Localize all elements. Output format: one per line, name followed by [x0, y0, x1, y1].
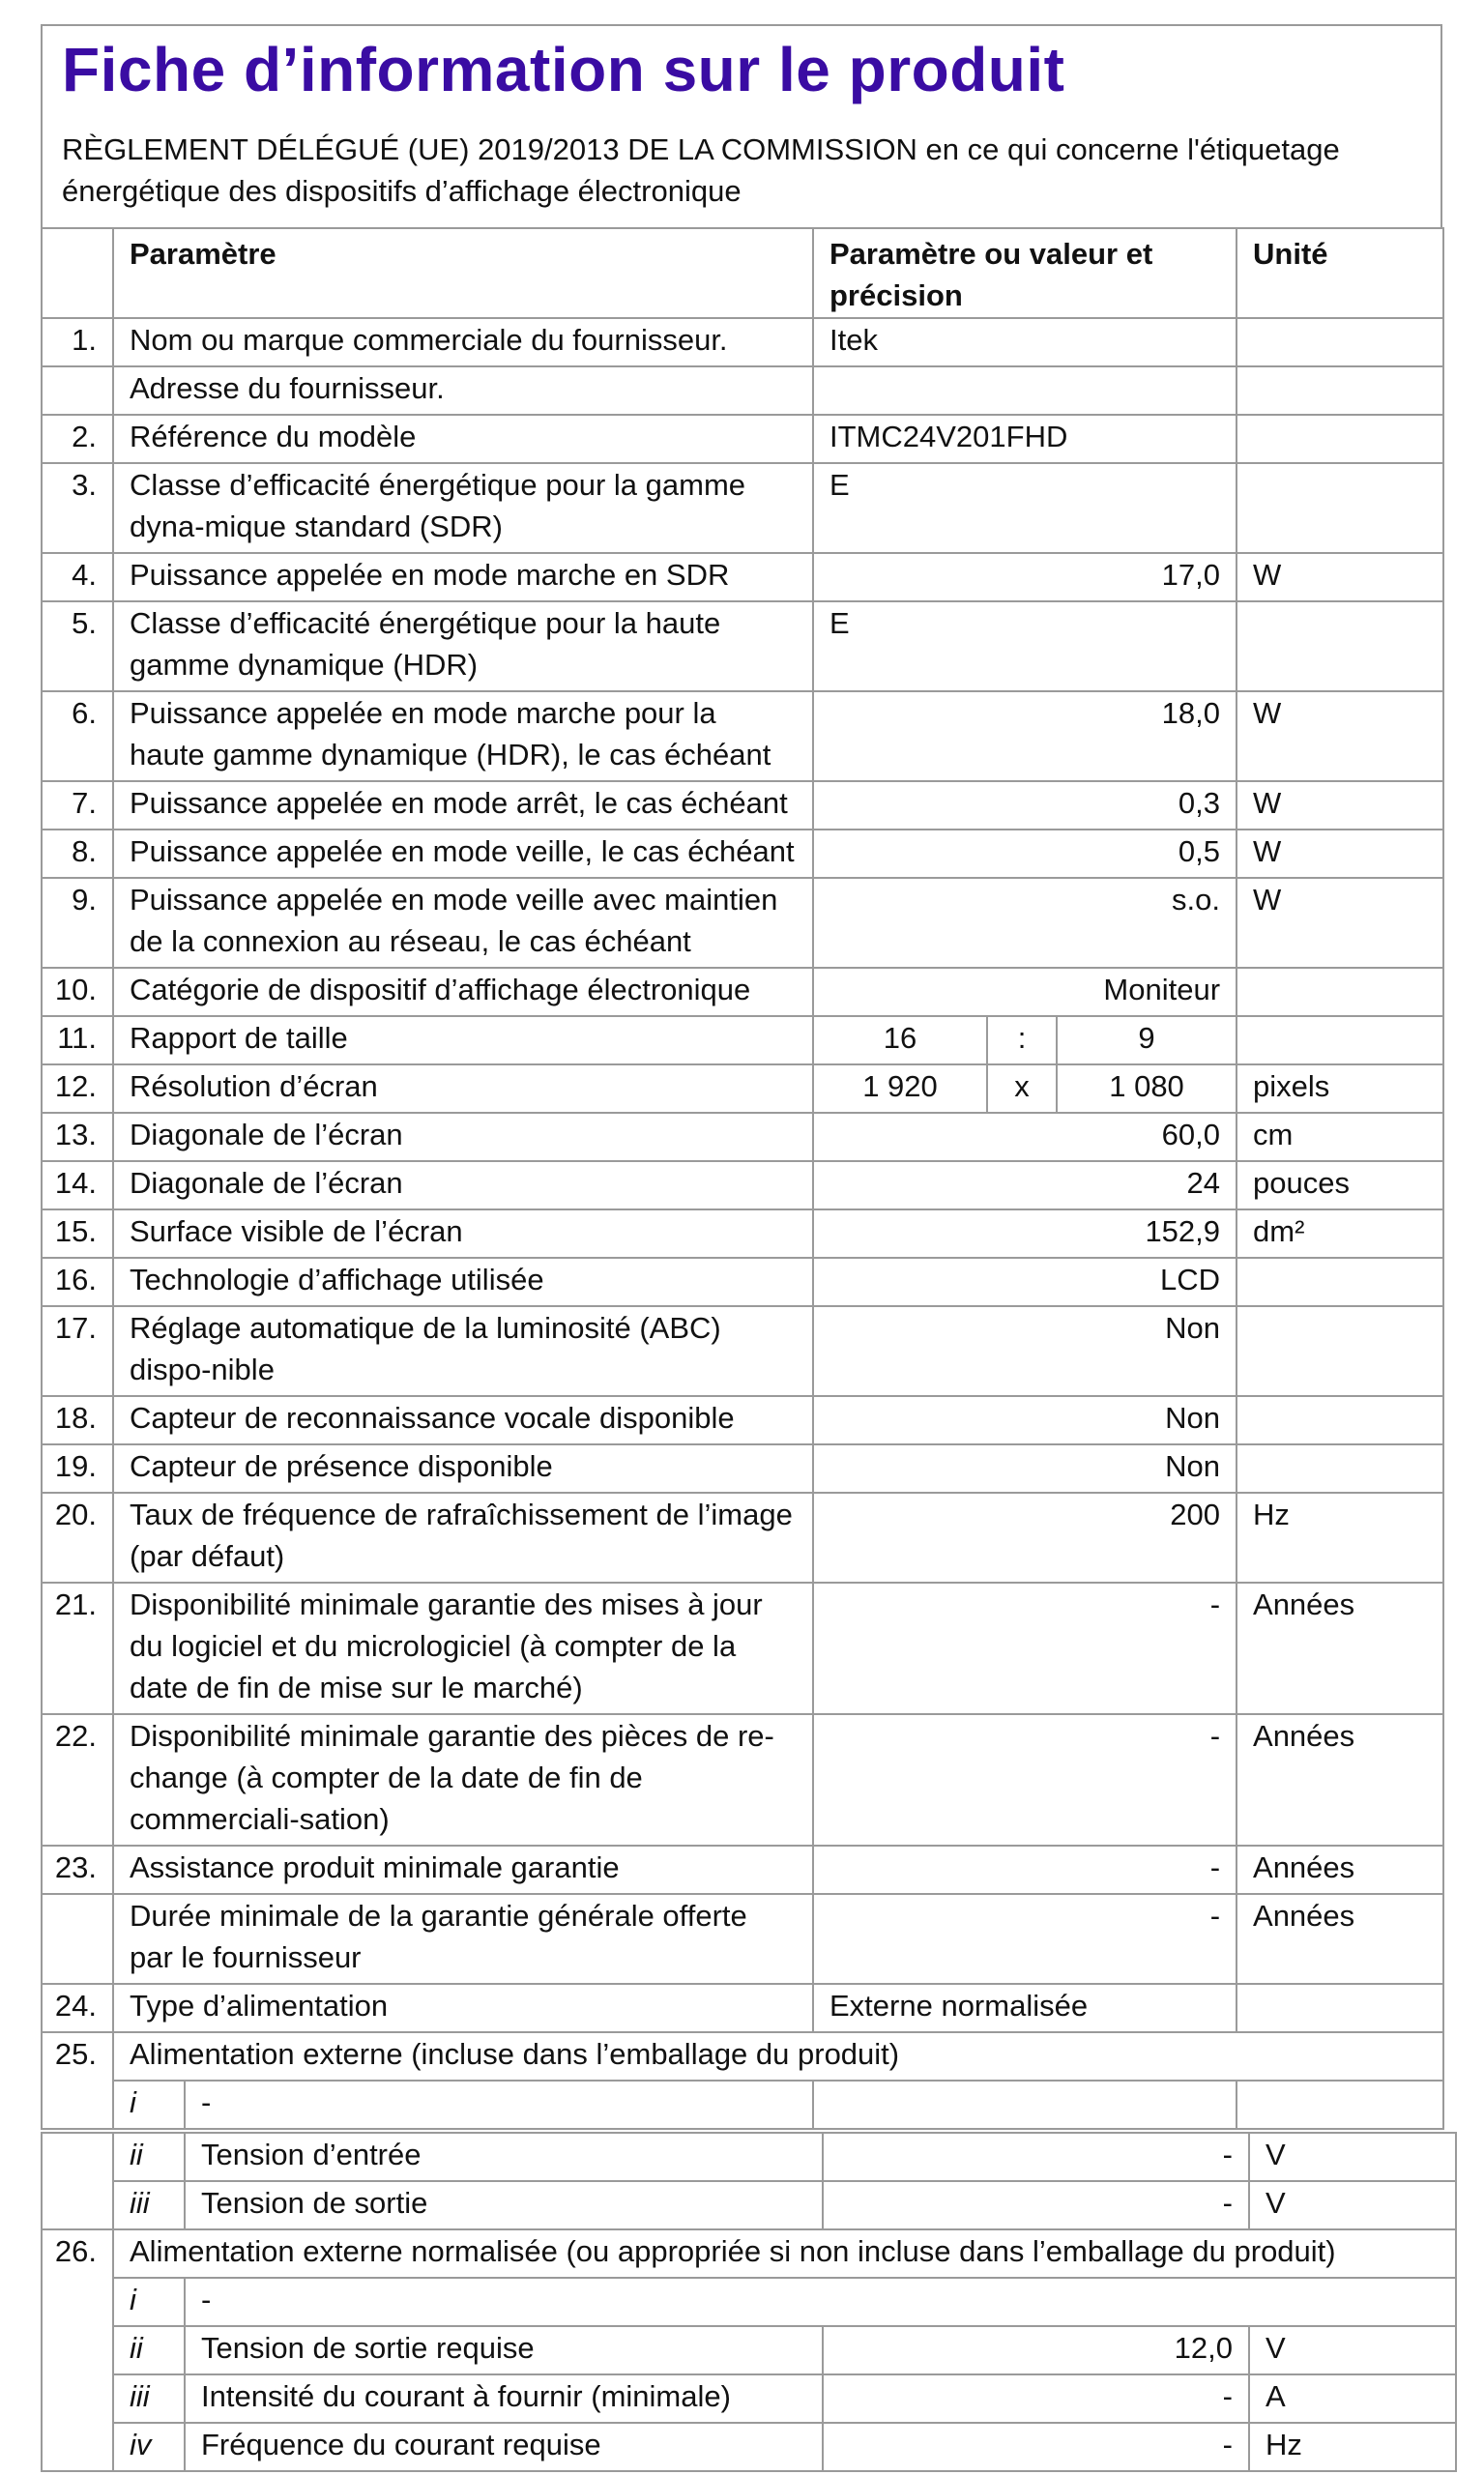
- row-label: Durée minimale de la garantie générale offerte par le fournisseur: [113, 1894, 813, 1984]
- table-row: [42, 1161, 1443, 1209]
- row-number-blank: [42, 2181, 113, 2229]
- sub-unit: Hz: [1249, 2423, 1456, 2471]
- row-unit: [1237, 415, 1443, 463]
- table-row: [42, 463, 1443, 553]
- row-unit: [1237, 463, 1443, 553]
- table-row: [42, 1714, 1443, 1846]
- row-label: Puissance appelée en mode arrêt, le cas échéant: [113, 781, 813, 830]
- row-value: -: [813, 1846, 1237, 1894]
- row-unit: pouces: [1237, 1161, 1443, 1209]
- row-number: 26.: [42, 2229, 113, 2278]
- row-number-blank: [42, 2423, 113, 2471]
- row-number-blank: [42, 2278, 113, 2326]
- resolution-width: 1 920: [813, 1064, 987, 1113]
- sub-roman: iv: [113, 2423, 185, 2471]
- row-label: Réglage automatique de la luminosité (ABC) dispo-nible: [113, 1306, 813, 1396]
- table-row: [42, 1984, 1443, 2032]
- row-number: 15.: [42, 1209, 113, 1258]
- row-value: 0,5: [813, 830, 1237, 878]
- table-row: [42, 1064, 1443, 1113]
- table-row: [42, 1258, 1443, 1306]
- row-number: 1.: [42, 318, 113, 366]
- row-label: Nom ou marque commerciale du fournisseur.: [113, 318, 813, 366]
- row-label: Puissance appelée en mode veille avec maintien de la connexion au réseau, le cas échéant: [113, 878, 813, 968]
- row-unit: Années: [1237, 1846, 1443, 1894]
- row-label: Technologie d’affichage utilisée: [113, 1258, 813, 1306]
- row-unit: [1237, 318, 1443, 366]
- row-label: Classe d’efficacité énergétique pour la haute gamme dynamique (HDR): [113, 601, 813, 691]
- row-unit: [1237, 968, 1443, 1016]
- table-row: [42, 878, 1443, 968]
- row-number: [42, 366, 113, 415]
- row-number: 21.: [42, 1583, 113, 1714]
- aspect-ratio-separator: :: [987, 1016, 1057, 1064]
- section-25-label: Alimentation externe (incluse dans l’emballage du produit): [113, 2032, 1443, 2081]
- row-value: Non: [813, 1444, 1237, 1493]
- row-number: 10.: [42, 968, 113, 1016]
- row-label: Type d’alimentation: [113, 1984, 813, 2032]
- row-number: 18.: [42, 1396, 113, 1444]
- row-unit: Années: [1237, 1894, 1443, 1984]
- row-unit: W: [1237, 553, 1443, 601]
- row-value: 17,0: [813, 553, 1237, 601]
- row-value: -: [813, 1583, 1237, 1714]
- sub-unit: V: [1249, 2326, 1456, 2374]
- row-label: Puissance appelée en mode marche pour la haute gamme dynamique (HDR), le cas échéant: [113, 691, 813, 781]
- row-value: Moniteur: [813, 968, 1237, 1016]
- row-unit: [1237, 1258, 1443, 1306]
- row-number: 3.: [42, 463, 113, 553]
- row-label: Taux de fréquence de rafraîchissement de l’image (par défaut): [113, 1493, 813, 1583]
- section-25-sub-row: [42, 2181, 1456, 2229]
- table-row: [42, 366, 1443, 415]
- header-unit: Unité: [1237, 228, 1443, 318]
- row-unit: [1237, 1306, 1443, 1396]
- row-unit: [1237, 601, 1443, 691]
- resolution-height: 1 080: [1057, 1064, 1237, 1113]
- table-row: [42, 1583, 1443, 1714]
- sub-label: Intensité du courant à fournir (minimale): [185, 2374, 823, 2423]
- row-number: 2.: [42, 415, 113, 463]
- row-unit: Années: [1237, 1583, 1443, 1714]
- row-number: 9.: [42, 878, 113, 968]
- sub-roman: iii: [113, 2374, 185, 2423]
- row-unit: W: [1237, 781, 1443, 830]
- table-row: [42, 1396, 1443, 1444]
- row-label: Capteur de reconnaissance vocale disponible: [113, 1396, 813, 1444]
- row-value: -: [813, 1894, 1237, 1984]
- sub-roman: i: [113, 2278, 185, 2326]
- row-value: Non: [813, 1396, 1237, 1444]
- table-row: [42, 415, 1443, 463]
- row-value: ITMC24V201FHD: [813, 415, 1237, 463]
- row-unit: cm: [1237, 1113, 1443, 1161]
- sub-value: 12,0: [823, 2326, 1249, 2374]
- section-25-sub-row: [42, 2081, 1443, 2129]
- row-unit: [1237, 1016, 1443, 1064]
- row-number: 25.: [42, 2032, 113, 2081]
- section-25-row: [42, 2032, 1443, 2081]
- sub-unit: V: [1249, 2133, 1456, 2181]
- row-unit: Hz: [1237, 1493, 1443, 1583]
- row-label: Catégorie de dispositif d’affichage électronique: [113, 968, 813, 1016]
- row-number: [42, 1894, 113, 1984]
- row-value: 60,0: [813, 1113, 1237, 1161]
- row-label: Adresse du fournisseur.: [113, 366, 813, 415]
- row-unit: [1237, 1984, 1443, 2032]
- section-26-sub-row: [42, 2278, 1456, 2326]
- row-label: Référence du modèle: [113, 415, 813, 463]
- sub-unit: V: [1249, 2181, 1456, 2229]
- row-number: 23.: [42, 1846, 113, 1894]
- row-value: s.o.: [813, 878, 1237, 968]
- row-unit: dm²: [1237, 1209, 1443, 1258]
- row-unit: pixels: [1237, 1064, 1443, 1113]
- row-number: 7.: [42, 781, 113, 830]
- row-number: 22.: [42, 1714, 113, 1846]
- row-label: Puissance appelée en mode marche en SDR: [113, 553, 813, 601]
- resolution-separator: x: [987, 1064, 1057, 1113]
- row-number: 5.: [42, 601, 113, 691]
- section-26-sub-row: [42, 2374, 1456, 2423]
- row-value: Externe normalisée: [813, 1984, 1237, 2032]
- sub-label: Tension d’entrée: [185, 2133, 823, 2181]
- row-value: [813, 366, 1237, 415]
- row-label: Classe d’efficacité énergétique pour la gamme dyna-mique standard (SDR): [113, 463, 813, 553]
- row-label: Diagonale de l’écran: [113, 1161, 813, 1209]
- sub-roman: iii: [113, 2181, 185, 2229]
- row-unit: [1237, 366, 1443, 415]
- row-label: Capteur de présence disponible: [113, 1444, 813, 1493]
- row-number: 6.: [42, 691, 113, 781]
- row-label: Puissance appelée en mode veille, le cas échéant: [113, 830, 813, 878]
- row-value: Itek: [813, 318, 1237, 366]
- main-table: [41, 227, 1444, 2130]
- header-param: Paramètre: [113, 228, 813, 318]
- table-row: [42, 1846, 1443, 1894]
- row-number: 12.: [42, 1064, 113, 1113]
- section-26-sub-row: [42, 2423, 1456, 2471]
- table-row: [42, 968, 1443, 1016]
- sub-label: Fréquence du courant requise: [185, 2423, 823, 2471]
- table-row: [42, 781, 1443, 830]
- table-row: [42, 691, 1443, 781]
- row-number: 24.: [42, 1984, 113, 2032]
- row-number: 20.: [42, 1493, 113, 1583]
- table-row: [42, 1016, 1443, 1064]
- row-value: 24: [813, 1161, 1237, 1209]
- table-row: [42, 1113, 1443, 1161]
- page-title: Fiche d’information sur le produit: [62, 35, 1065, 104]
- section-25-sub-row: [42, 2133, 1456, 2181]
- row-number: 16.: [42, 1258, 113, 1306]
- row-label: Résolution d’écran: [113, 1064, 813, 1113]
- sub-roman: i: [113, 2081, 185, 2129]
- row-unit: [1237, 1444, 1443, 1493]
- section-26-sub-row: [42, 2326, 1456, 2374]
- sub-value: -: [823, 2423, 1249, 2471]
- sub-label: Tension de sortie requise: [185, 2326, 823, 2374]
- header-box: [41, 24, 1442, 227]
- row-label: Disponibilité minimale garantie des mises à jour du logiciel et du micrologiciel (à compter de la date de fin de mise sur le marché): [113, 1583, 813, 1714]
- header-num-cell: [42, 228, 113, 318]
- sub-unit: [1237, 2081, 1443, 2129]
- row-number-blank: [42, 2374, 113, 2423]
- aspect-ratio-height: 9: [1057, 1016, 1237, 1064]
- sub-roman: ii: [113, 2133, 185, 2181]
- row-number: 17.: [42, 1306, 113, 1396]
- section-26-label: Alimentation externe normalisée (ou appropriée si non incluse dans l’emballage du produit): [113, 2229, 1456, 2278]
- row-value: E: [813, 601, 1237, 691]
- sub-label: -: [185, 2081, 813, 2129]
- aspect-ratio-width: 16: [813, 1016, 987, 1064]
- table-row: [42, 1493, 1443, 1583]
- row-label: Diagonale de l’écran: [113, 1113, 813, 1161]
- row-number: 4.: [42, 553, 113, 601]
- table-row: [42, 1894, 1443, 1984]
- row-number: 8.: [42, 830, 113, 878]
- table-row: [42, 830, 1443, 878]
- table-row: [42, 601, 1443, 691]
- row-unit: W: [1237, 691, 1443, 781]
- sub-value: -: [823, 2133, 1249, 2181]
- row-number: 13.: [42, 1113, 113, 1161]
- row-number: 14.: [42, 1161, 113, 1209]
- row-unit: W: [1237, 830, 1443, 878]
- table-row: [42, 1444, 1443, 1493]
- sub-value: [813, 2081, 1237, 2129]
- row-value: 200: [813, 1493, 1237, 1583]
- section-26-row: [42, 2229, 1456, 2278]
- row-value: E: [813, 463, 1237, 553]
- sub-roman: ii: [113, 2326, 185, 2374]
- row-value: 152,9: [813, 1209, 1237, 1258]
- sub-value: -: [823, 2181, 1249, 2229]
- row-label: Surface visible de l’écran: [113, 1209, 813, 1258]
- table-row: [42, 1209, 1443, 1258]
- row-value: -: [813, 1714, 1237, 1846]
- row-number: 11.: [42, 1016, 113, 1064]
- row-value: 18,0: [813, 691, 1237, 781]
- table-row: [42, 318, 1443, 366]
- row-label: Rapport de taille: [113, 1016, 813, 1064]
- regulation-subtitle: RÈGLEMENT DÉLÉGUÉ (UE) 2019/2013 DE LA COMMISSION en ce qui concerne l'étiquetage énergétique des dispositifs d’affichage électronique: [62, 132, 1340, 208]
- sub-label: Tension de sortie: [185, 2181, 823, 2229]
- row-number-blank: [42, 2133, 113, 2181]
- row-unit: [1237, 1396, 1443, 1444]
- row-unit: Années: [1237, 1714, 1443, 1846]
- row-unit: W: [1237, 878, 1443, 968]
- row-value: Non: [813, 1306, 1237, 1396]
- header-value: Paramètre ou valeur et précision: [813, 228, 1237, 318]
- sub-label: -: [185, 2278, 1456, 2326]
- continuation-table: [41, 2132, 1457, 2472]
- row-number-blank: [42, 2326, 113, 2374]
- row-label: Assistance produit minimale garantie: [113, 1846, 813, 1894]
- table-row: [42, 553, 1443, 601]
- row-number-blank: [42, 2081, 113, 2129]
- sub-unit: A: [1249, 2374, 1456, 2423]
- table-header-row: [42, 228, 1443, 318]
- sub-value: -: [823, 2374, 1249, 2423]
- row-value: 0,3: [813, 781, 1237, 830]
- row-label: Disponibilité minimale garantie des pièces de re-change (à compter de la date de fin de commerciali-sation): [113, 1714, 813, 1846]
- table-row: [42, 1306, 1443, 1396]
- row-number: 19.: [42, 1444, 113, 1493]
- row-value: LCD: [813, 1258, 1237, 1306]
